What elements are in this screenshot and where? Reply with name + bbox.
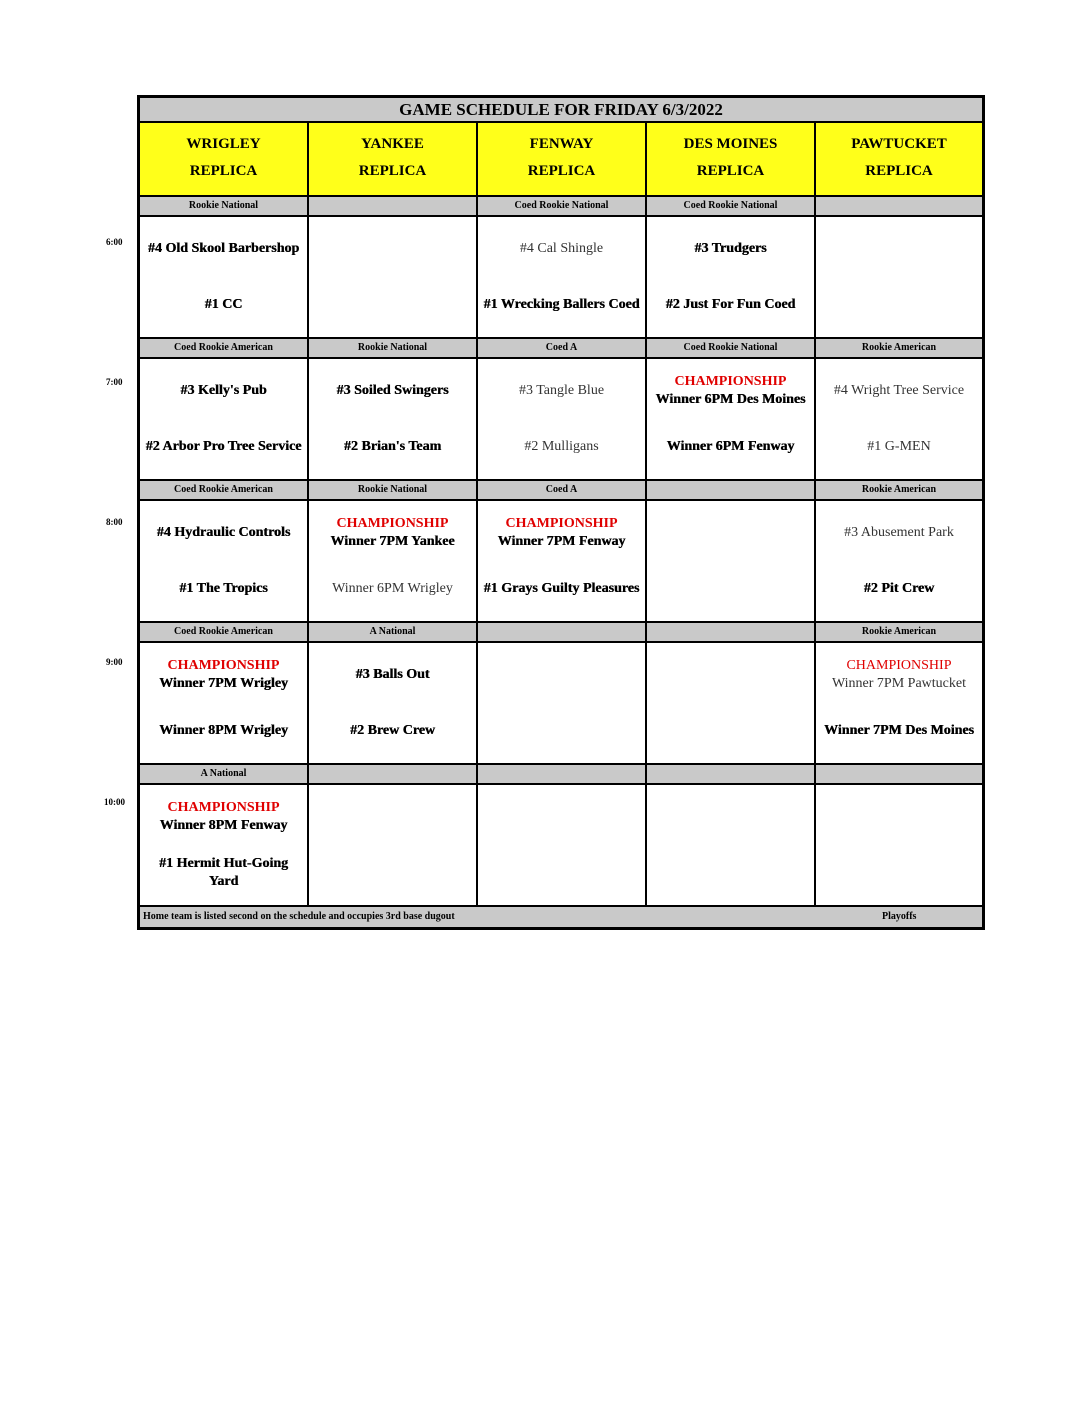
division-label xyxy=(816,765,982,783)
home-team-name: #2 Just For Fun Coed xyxy=(665,297,796,312)
division-label: Coed Rookie American xyxy=(140,339,309,357)
game-cell xyxy=(309,785,478,905)
away-team-block xyxy=(157,524,291,542)
home-team-slot xyxy=(140,703,307,759)
away-team-name: Winner 7PM Fenway xyxy=(497,534,626,549)
away-team-slot xyxy=(647,363,814,419)
time-label-7pm: 7:00 xyxy=(106,377,123,387)
home-team-name: #1 Grays Guilty Pleasures xyxy=(483,581,640,596)
home-team-slot xyxy=(309,277,476,333)
away-team-slot xyxy=(647,505,814,561)
home-team-slot xyxy=(478,419,645,475)
home-team-name: #2 Mulligans xyxy=(524,439,599,454)
home-team-slot xyxy=(478,703,645,759)
game-cell xyxy=(140,501,309,621)
away-team-name: #3 Soiled Swingers xyxy=(336,383,449,398)
field-sub: REPLICA xyxy=(358,163,427,179)
championship-label: CHAMPIONSHIP xyxy=(167,800,280,815)
division-row xyxy=(140,197,982,217)
home-team-slot xyxy=(816,703,982,759)
away-team-slot xyxy=(478,221,645,277)
field-wrigley xyxy=(140,123,309,195)
away-team-block xyxy=(336,382,448,400)
away-team-slot xyxy=(478,363,645,419)
home-team-name: #2 Pit Crew xyxy=(863,581,935,596)
time-label-9pm: 9:00 xyxy=(106,657,123,667)
away-team-slot xyxy=(478,789,645,845)
away-team-block xyxy=(694,240,766,258)
division-label: Coed Rookie National xyxy=(647,197,816,215)
home-team-name: #1 G-MEN xyxy=(867,439,931,454)
time-label-6pm: 6:00 xyxy=(106,237,123,247)
game-cell xyxy=(816,785,982,905)
championship-label: CHAMPIONSHIP xyxy=(674,374,787,389)
field-yankee xyxy=(309,123,478,195)
away-team-slot xyxy=(816,505,982,561)
away-team-slot xyxy=(816,789,982,845)
away-team-name: #3 Tangle Blue xyxy=(518,383,605,398)
home-team-slot xyxy=(647,277,814,333)
division-label: Coed Rookie National xyxy=(478,197,647,215)
game-cell xyxy=(309,643,478,763)
home-team-name: #1 Hermit Hut-Going Yard xyxy=(158,856,289,889)
away-team-slot xyxy=(647,647,814,703)
game-cell xyxy=(309,501,478,621)
game-cell xyxy=(816,359,982,479)
away-team-name: #3 Kelly's Pub xyxy=(180,383,267,398)
away-team-block xyxy=(159,657,288,693)
home-team-slot xyxy=(816,845,982,901)
home-team-name: Winner 6PM Fenway xyxy=(666,439,795,454)
home-team-slot xyxy=(816,277,982,333)
division-label xyxy=(478,765,647,783)
away-team-name: #4 Cal Shingle xyxy=(519,241,604,256)
away-team-block xyxy=(160,799,288,835)
field-name: WRIGLEY xyxy=(186,136,261,152)
away-team-name: #4 Wright Tree Service xyxy=(833,383,965,398)
away-team-slot xyxy=(309,221,476,277)
home-team-slot xyxy=(816,419,982,475)
game-cell xyxy=(140,359,309,479)
away-team-block xyxy=(498,515,626,551)
field-sub: REPLICA xyxy=(527,163,596,179)
schedule-title: GAME SCHEDULE FOR FRIDAY 6/3/2022 xyxy=(140,98,982,123)
home-team-name: Winner 7PM Des Moines xyxy=(824,723,974,738)
away-team-slot xyxy=(309,363,476,419)
away-team-block xyxy=(148,240,299,258)
away-team-name: #4 Hydraulic Controls xyxy=(156,525,291,540)
away-team-slot xyxy=(816,221,982,277)
game-row xyxy=(140,359,982,481)
away-team-slot xyxy=(140,505,307,561)
away-team-name: Winner 7PM Wrigley xyxy=(159,676,288,691)
game-cell xyxy=(309,217,478,337)
field-fenway xyxy=(478,123,647,195)
division-label xyxy=(309,197,478,215)
time-label-8pm: 8:00 xyxy=(106,517,123,527)
away-team-name: Winner 7PM Pawtucket xyxy=(832,676,966,691)
home-team-name: #2 Brew Crew xyxy=(349,723,436,738)
away-team-slot xyxy=(647,789,814,845)
away-team-block xyxy=(832,657,966,693)
home-team-name: #2 Arbor Pro Tree Service xyxy=(145,439,302,454)
home-team-slot xyxy=(647,561,814,617)
home-team-slot xyxy=(140,419,307,475)
away-team-block xyxy=(656,373,806,409)
away-team-block xyxy=(330,515,454,551)
home-team-slot xyxy=(309,703,476,759)
division-label: Rookie National xyxy=(140,197,309,215)
division-label: Coed Rookie American xyxy=(140,623,309,641)
away-team-block xyxy=(519,382,604,400)
away-team-slot xyxy=(140,363,307,419)
division-label: A National xyxy=(140,765,309,783)
away-team-block xyxy=(520,240,603,258)
game-cell xyxy=(309,359,478,479)
championship-label: CHAMPIONSHIP xyxy=(167,658,280,673)
game-cell xyxy=(647,217,816,337)
field-name: PAWTUCKET xyxy=(851,136,947,152)
field-pawtucket xyxy=(816,123,982,195)
away-team-slot xyxy=(647,221,814,277)
game-row xyxy=(140,217,982,339)
division-label: Rookie American xyxy=(861,484,937,495)
home-team-slot xyxy=(478,845,645,901)
division-row xyxy=(140,339,982,359)
game-cell xyxy=(647,501,816,621)
away-team-slot xyxy=(309,505,476,561)
game-cell xyxy=(478,501,647,621)
home-team-name: #1 Wrecking Ballers Coed xyxy=(483,297,640,312)
field-name: FENWAY xyxy=(529,136,594,152)
playoffs-label: Playoffs xyxy=(882,911,917,922)
division-row xyxy=(140,623,982,643)
home-team-slot xyxy=(478,277,645,333)
home-team-slot xyxy=(140,277,307,333)
home-team-name: #1 CC xyxy=(204,297,243,312)
home-team-slot xyxy=(647,419,814,475)
away-team-slot xyxy=(140,789,307,845)
away-team-slot xyxy=(309,789,476,845)
schedule-footer xyxy=(140,907,982,927)
game-cell xyxy=(140,643,309,763)
game-cell xyxy=(647,359,816,479)
away-team-slot xyxy=(140,647,307,703)
home-team-note: Home team is listed second on the schedule and occupies 3rd base dugout xyxy=(143,911,455,922)
home-team-slot xyxy=(140,845,307,901)
away-team-slot xyxy=(816,363,982,419)
division-label xyxy=(309,765,478,783)
game-cell xyxy=(816,501,982,621)
schedule-table xyxy=(137,95,985,930)
game-row xyxy=(140,501,982,623)
field-name: DES MOINES xyxy=(683,136,778,152)
away-team-name: #3 Abusement Park xyxy=(844,525,954,540)
home-team-slot xyxy=(478,561,645,617)
game-row xyxy=(140,785,982,907)
home-team-name: Winner 6PM Wrigley xyxy=(332,581,453,596)
away-team-slot xyxy=(309,647,476,703)
home-team-slot xyxy=(309,419,476,475)
division-row xyxy=(140,765,982,785)
home-team-slot xyxy=(309,561,476,617)
division-label: Coed Rookie American xyxy=(140,481,309,499)
away-team-block xyxy=(834,382,964,400)
home-team-slot xyxy=(647,845,814,901)
game-cell xyxy=(647,643,816,763)
game-cell xyxy=(478,217,647,337)
away-team-block xyxy=(356,666,430,684)
field-header-row xyxy=(140,123,982,197)
away-team-name: #3 Balls Out xyxy=(355,667,430,682)
game-cell xyxy=(140,217,309,337)
division-label: Coed A xyxy=(478,481,647,499)
time-label-10pm: 10:00 xyxy=(104,797,125,807)
home-team-slot xyxy=(309,845,476,901)
home-team-slot xyxy=(816,561,982,617)
away-team-slot xyxy=(478,505,645,561)
home-team-name: #1 The Tropics xyxy=(179,581,268,596)
division-label xyxy=(647,481,816,499)
away-team-block xyxy=(180,382,266,400)
field-des-moines xyxy=(647,123,816,195)
game-cell xyxy=(140,785,309,905)
away-team-slot xyxy=(478,647,645,703)
away-team-name: Winner 7PM Yankee xyxy=(330,534,455,549)
division-label: Rookie American xyxy=(861,342,937,353)
division-label: Rookie National xyxy=(309,339,478,357)
game-cell xyxy=(478,785,647,905)
championship-label: CHAMPIONSHIP xyxy=(846,658,952,673)
away-team-slot xyxy=(140,221,307,277)
away-team-name: Winner 8PM Fenway xyxy=(159,818,288,833)
away-team-name: Winner 6PM Des Moines xyxy=(655,392,806,407)
division-label: Rookie American xyxy=(861,626,937,637)
field-sub: REPLICA xyxy=(696,163,765,179)
game-cell xyxy=(478,359,647,479)
away-team-block xyxy=(844,524,954,542)
home-team-name: Winner 8PM Wrigley xyxy=(159,723,288,738)
away-team-name: #3 Trudgers xyxy=(694,241,767,256)
division-label: Coed Rookie National xyxy=(647,339,816,357)
division-label xyxy=(478,623,647,641)
field-sub: REPLICA xyxy=(189,163,258,179)
game-cell xyxy=(816,643,982,763)
division-label xyxy=(647,765,816,783)
division-row xyxy=(140,481,982,501)
game-cell xyxy=(478,643,647,763)
division-label xyxy=(816,197,982,215)
championship-label: CHAMPIONSHIP xyxy=(336,516,449,531)
field-sub: REPLICA xyxy=(865,163,933,179)
division-label xyxy=(647,623,816,641)
field-name: YANKEE xyxy=(361,136,424,152)
home-team-name: #2 Brian's Team xyxy=(343,439,442,454)
division-label: Coed A xyxy=(478,339,647,357)
time-slots xyxy=(140,197,982,907)
game-cell xyxy=(816,217,982,337)
home-team-slot xyxy=(647,703,814,759)
away-team-name: #4 Old Skool Barbershop xyxy=(147,241,300,256)
game-cell xyxy=(647,785,816,905)
division-label: Rookie National xyxy=(309,481,478,499)
championship-label: CHAMPIONSHIP xyxy=(505,516,618,531)
game-row xyxy=(140,643,982,765)
division-label: A National xyxy=(309,623,478,641)
away-team-slot xyxy=(816,647,982,703)
home-team-slot xyxy=(140,561,307,617)
